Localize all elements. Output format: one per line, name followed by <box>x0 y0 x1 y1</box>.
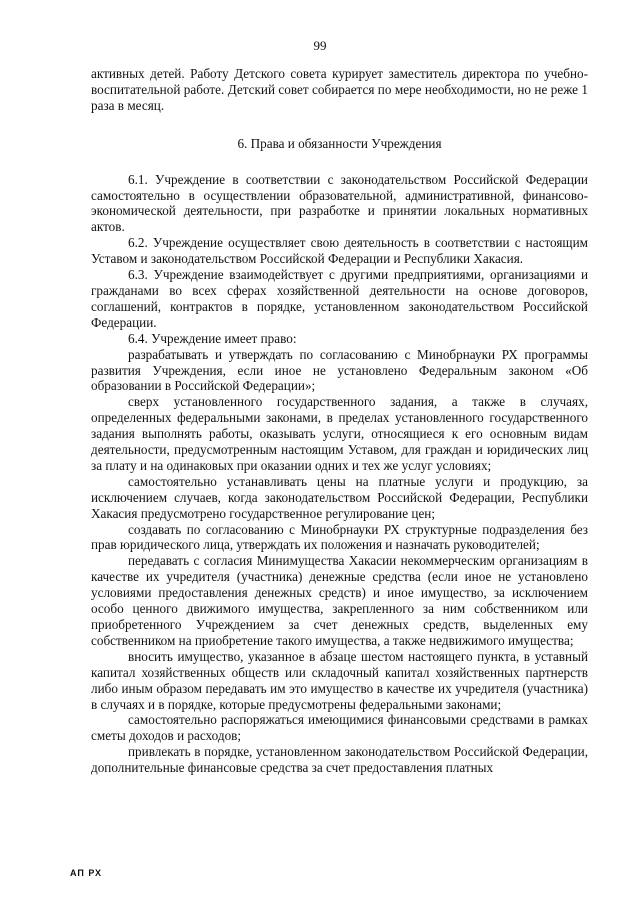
list-item-transfer-funds: передавать с согласия Минимущества Хакасии некоммерческим организациям в качестве их учредителя (участника) денежные средства (если иное не установлено условиями предоставления денежных средств) и иное имущество, за исключением особо ценного движимого имущества, закрепленного за ним собственником или приобретенного Учреждением за счет денежных средств, выделенных ему собственником на приобретение такого имущества, а также недвижимого имущества; <box>91 553 588 648</box>
list-item-paid-services: сверх установленного государственного задания, а также в случаях, определенных федеральными законами, в пределах установленного государственного задания выполнять работы, оказывать услуги, относящиеся к его основным видам деятельности, предусмотренным настоящим Уставом, для граждан и юридических лиц за плату и на одинаковых при оказании одних и тех же услуг условиях; <box>91 394 588 473</box>
list-item-set-prices: самостоятельно устанавливать цены на платные услуги и продукцию, за исключением случаев, когда законодательством Российской Федерации, Республики Хакасия предусмотрено государственное регулирование цен; <box>91 473 588 521</box>
list-item-attract-funds: привлекать в порядке, установленном законодательством Российской Федерации, дополнительные финансовые средства за счет предоставления платных <box>91 744 588 776</box>
list-item-contribute-property: вносить имущество, указанное в абзаце шестом настоящего пункта, в уставный капитал хозяйственных обществ или складочный капитал хозяйственных партнерств либо иным образом передавать им это имущество в качестве их учредителя (участника) в случаях и в порядке, которые предусмотрены федеральными законами; <box>91 648 588 712</box>
paragraph-6-2: 6.2. Учреждение осуществляет свою деятельность в соответствии с настоящим Уставом и законодательством Российской Федерации и Республики Хакасия. <box>91 235 588 267</box>
paragraph-6-3: 6.3. Учреждение взаимодействует с другими предприятиями, организациями и гражданами во всех сферах хозяйственной деятельности на основе договоров, соглашений, контрактов в порядке, установленном законодательством Российской Федерации. <box>91 267 588 330</box>
page-number: 99 <box>313 38 327 53</box>
list-item-manage-funds: самостоятельно распоряжаться имеющимися финансовыми средствами в рамках сметы доходов и расходов; <box>91 712 588 744</box>
paragraph-6-4: 6.4. Учреждение имеет право: <box>128 330 297 346</box>
list-item-create-divisions: создавать по согласованию с Минобрнауки РХ структурные подразделения без прав юридического лица, утверждать их положения и назначать руководителей; <box>91 521 588 553</box>
document-body <box>91 66 588 776</box>
paragraph-6-1: 6.1. Учреждение в соответствии с законодательством Российской Федерации самостоятельно в осуществлении образовательной, административной, финансово-экономической деятельности, при разработке и принятии локальных нормативных актов. <box>91 171 588 235</box>
section-title: 6. Права и обязанности Учреждения <box>237 135 442 151</box>
list-item-develop-programs: разрабатывать и утверждать по согласованию с Минобрнауки РХ программы развития Учреждения, если иное не установлено Федеральным законом «Об образовании в Российской Федерации»; <box>91 346 588 394</box>
paragraph-continuation: активных детей. Работу Детского совета курирует заместитель директора по учебно-воспитательной работе. Детский совет собирается по мере необходимости, но не реже 1 раза в месяц. <box>91 66 588 113</box>
footer-stamp: АП РХ <box>70 868 103 878</box>
